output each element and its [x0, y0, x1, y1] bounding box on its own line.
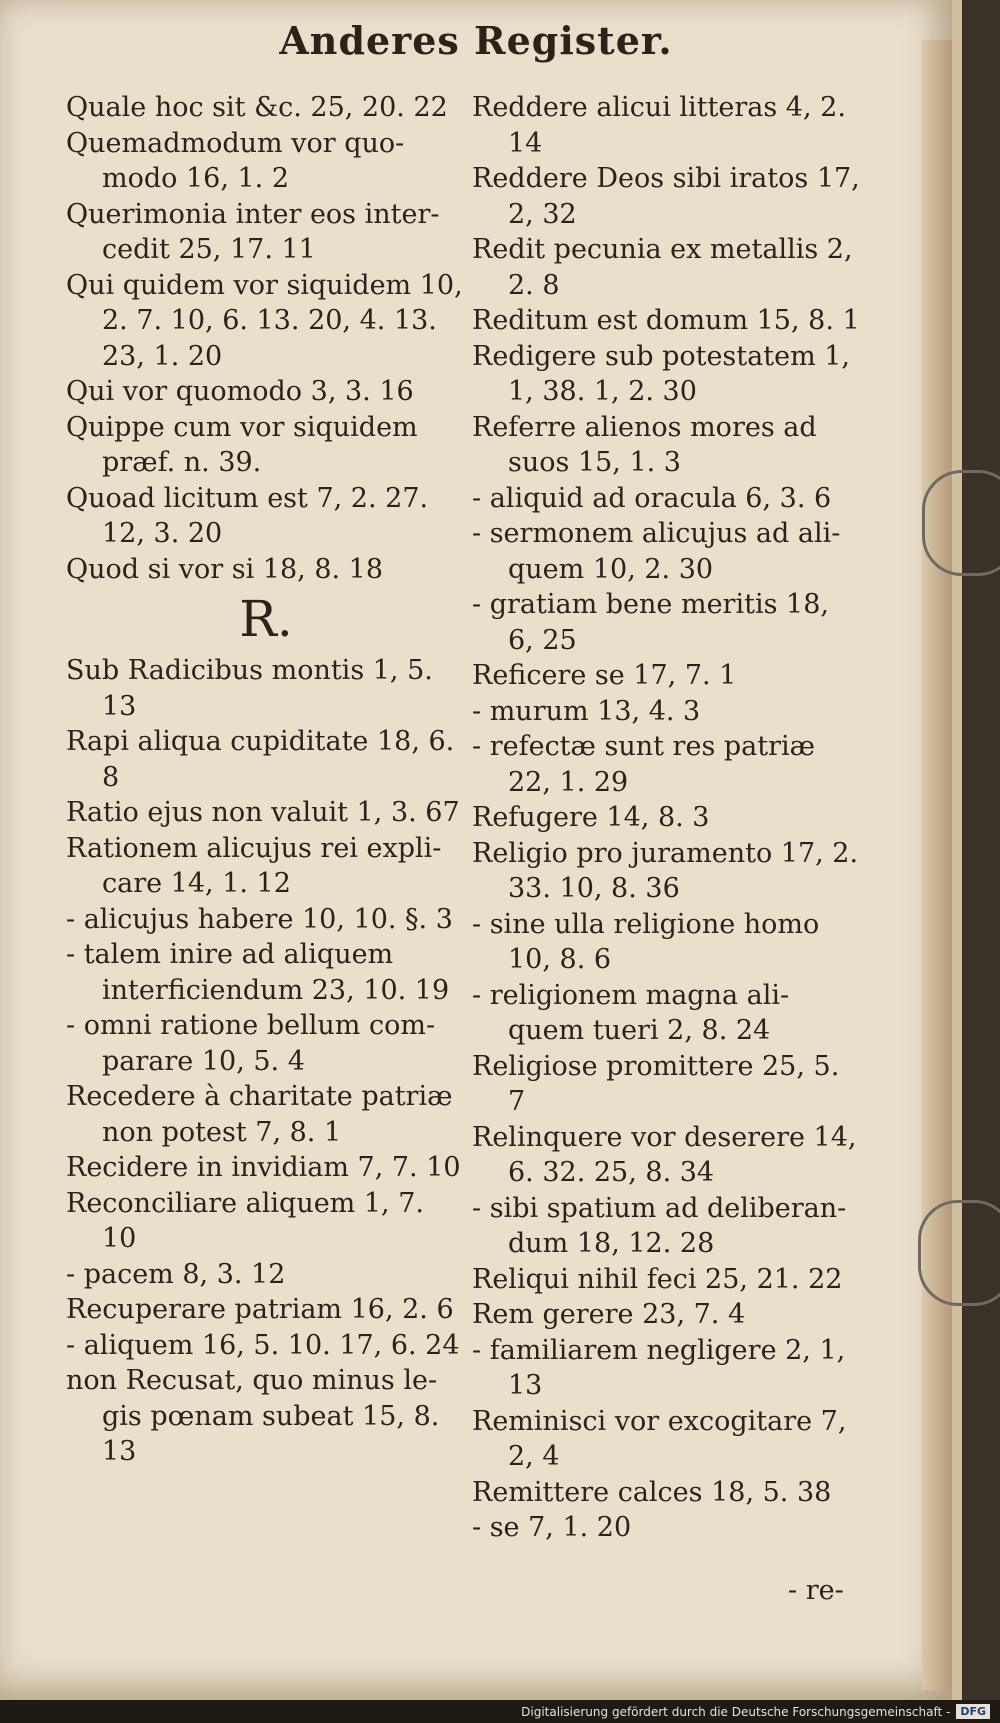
index-entry: - talem inire ad aliquem interficiendum 23, 10. 19	[66, 939, 450, 1006]
index-entry: - omni ratione bellum com- parare 10, 5. 4	[66, 1010, 436, 1077]
index-entry: Reminisci vor excogitare 7, 2, 4	[472, 1405, 847, 1472]
index-entry: Qui vor quomodo 3, 3. 16	[66, 376, 414, 407]
index-entry: Recuperare patriam 16, 2. 6	[66, 1294, 454, 1325]
page-clip-bottom	[918, 1200, 1000, 1306]
index-entry: Reddere alicui litteras 4, 2. 14	[472, 92, 846, 159]
index-entry: Rapi aliqua cupiditate 18, 6. 8	[66, 726, 455, 793]
right-entries	[472, 90, 862, 1546]
index-entry: Qui quidem vor siquidem 10, 2. 7. 10, 6. 13. 20, 4. 13. 23, 1. 20	[66, 269, 463, 372]
index-entry: non Recusat, quo minus le- gis pœnam subeat 15, 8. 13	[66, 1365, 440, 1467]
section-letter: R.	[239, 590, 293, 648]
index-entry: Relinquere vor deserere 14, 6. 32. 25, 8. 34	[472, 1121, 857, 1188]
index-entry: Quoad licitum est 7, 2. 27. 12, 3. 20	[66, 482, 429, 549]
index-entry: - sermonem alicujus ad ali- quem 10, 2. 30	[472, 518, 841, 585]
index-entry: Recidere in invidiam 7, 7. 10	[66, 1152, 461, 1183]
index-entry: - familiarem negligere 2, 1, 13	[472, 1334, 846, 1401]
index-entry: Reditum est domum 15, 8. 1	[472, 305, 860, 336]
page-header-title: Anderes Register.	[279, 18, 673, 63]
left-column	[66, 90, 466, 1470]
index-entry: Referre alienos mores ad suos 15, 1. 3	[472, 411, 817, 478]
page-clip-top	[922, 470, 1000, 576]
footer-bar	[0, 1700, 1000, 1723]
index-entry: - murum 13, 4. 3	[472, 695, 701, 727]
index-entry: - pacem 8, 3. 12	[66, 1258, 286, 1290]
index-entry: - religionem magna ali- quem tueri 2, 8. 24	[472, 979, 790, 1046]
index-entry: - sine ulla religione homo 10, 8. 6	[472, 908, 820, 975]
index-entry: Redigere sub potestatem 1, 1, 38. 1, 2. 30	[472, 340, 851, 407]
index-entry: Quemadmodum vor quo- modo 16, 1. 2	[66, 127, 405, 194]
index-entry: - aliquid ad oracula 6, 3. 6	[472, 482, 832, 514]
index-entry: Quod si vor si 18, 8. 18	[66, 553, 384, 585]
index-entry: Religiose promittere 25, 5. 7	[472, 1050, 840, 1117]
index-entry: Recedere à charitate patriæ non potest 7, 8. 1	[66, 1081, 453, 1148]
index-entry: - gratiam bene meritis 18, 6, 25	[472, 589, 829, 656]
index-entry: Quippe cum vor siquidem præf. n. 39.	[66, 411, 418, 478]
index-entry: - alicujus habere 10, 10. §. 3	[66, 903, 453, 935]
catchword: - re-	[788, 1575, 844, 1606]
index-entry: Ratio ejus non valuit 1, 3. 67	[66, 797, 460, 828]
right-column	[472, 90, 862, 1546]
index-entry: Reddere Deos sibi iratos 17, 2, 32	[472, 163, 860, 230]
left-entries-before	[66, 90, 466, 587]
index-entry: - aliquem 16, 5. 10. 17, 6. 24	[66, 1329, 460, 1361]
index-entry: Reliqui nihil feci 25, 21. 22	[472, 1263, 843, 1295]
index-entry: Remittere calces 18, 5. 38	[472, 1476, 832, 1508]
index-entry: Quale hoc sit &c. 25, 20. 22	[66, 92, 448, 123]
index-entry: Religio pro juramento 17, 2. 33. 10, 8. 36	[472, 837, 859, 904]
index-entry: Sub Radicibus montis 1, 5. 13	[66, 655, 433, 722]
footer-text: Digitalisierung gefördert durch die Deutsche Forschungsgemeinschaft -	[521, 1704, 951, 1719]
dfg-logo: DFG	[956, 1704, 990, 1719]
index-entry: Querimonia inter eos inter- cedit 25, 17. 11	[66, 198, 440, 265]
left-entries-after	[66, 653, 466, 1470]
index-entry: Redit pecunia ex metallis 2, 2. 8	[472, 234, 853, 301]
index-entry: Rationem alicujus rei expli- care 14, 1. 12	[66, 832, 442, 899]
page-edge	[922, 40, 952, 1690]
index-entry: - sibi spatium ad deliberan- dum 18, 12. 28	[472, 1192, 847, 1259]
index-entry: - se 7, 1. 20	[472, 1512, 632, 1543]
index-entry: Refugere 14, 8. 3	[472, 802, 710, 833]
index-entry: Reconciliare aliquem 1, 7. 10	[66, 1187, 424, 1254]
index-entry: Reficere se 17, 7. 1	[472, 660, 737, 691]
index-entry: - refectæ sunt res patriæ 22, 1. 29	[472, 731, 816, 798]
index-entry: Rem gerere 23, 7. 4	[472, 1299, 746, 1330]
